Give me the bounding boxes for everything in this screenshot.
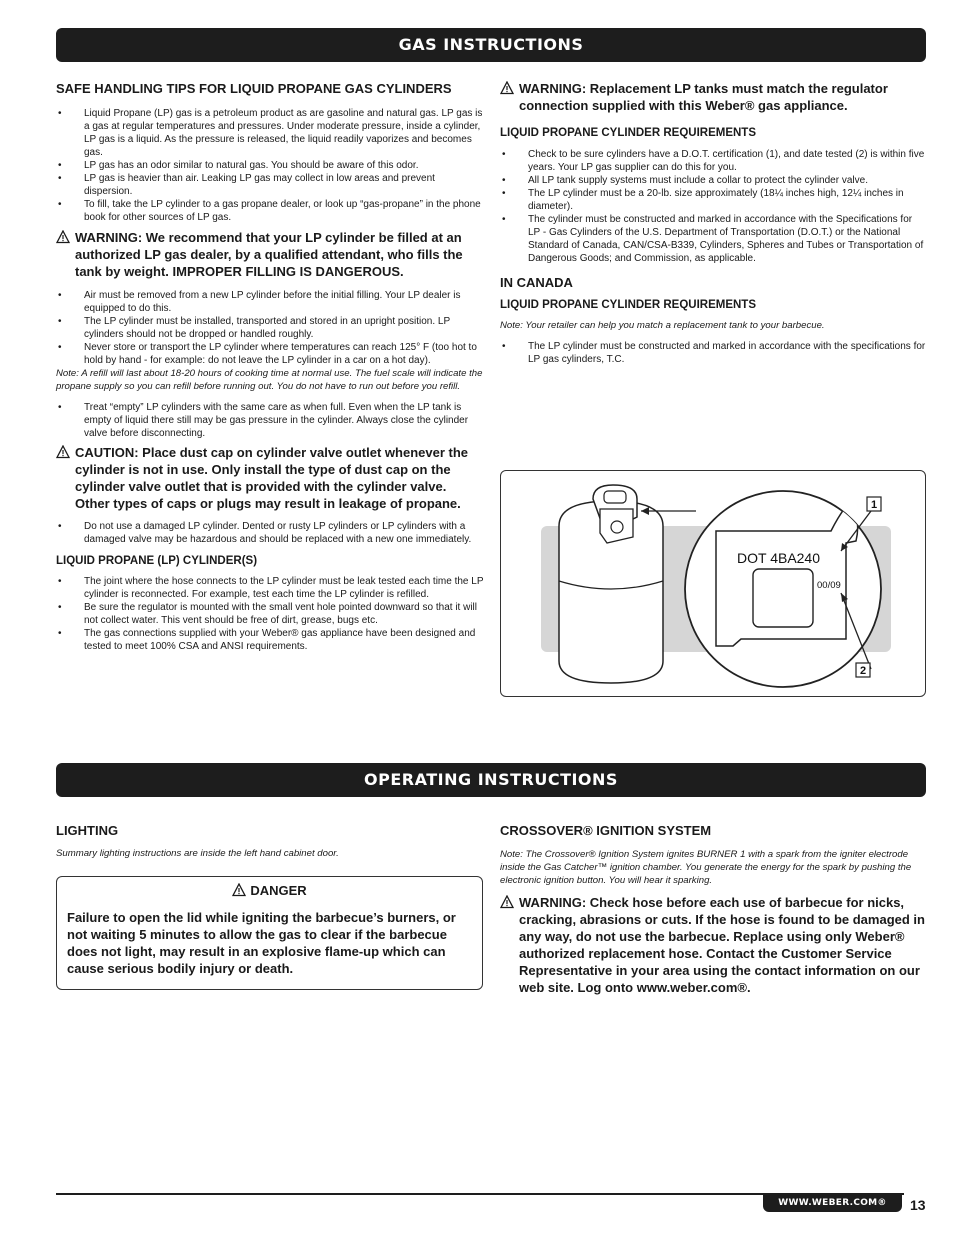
list-item: • Check to be sure cylinders have a D.O.T. certification (1), and date tested (2) is within five years. Your LP gas supplier can do this for you. — [500, 148, 926, 174]
crossover-heading: CROSSOVER® IGNITION SYSTEM — [500, 823, 712, 838]
list-item: • Air must be removed from a new LP cylinder before the initial filling. Your LP dealer is equipped to do this. — [56, 289, 484, 315]
lighting-heading: LIGHTING — [56, 823, 119, 838]
canada-requirements-heading: LIQUID PROPANE CYLINDER REQUIREMENTS — [500, 299, 756, 311]
list-item: • The cylinder must be constructed and marked in accordance with the Specifications for LP - Gas Cylinders of the U.S. Department of Transportation (D.O.T.) or the National Standard of Canada, CAN/CSA-B339, Cylinders, Spheres and Tubes or Transportation of Dangerous Goods; and Commission, as applicable. — [500, 213, 926, 265]
lighting-section — [56, 822, 484, 860]
operating-instructions-banner: OPERATING INSTRUCTIONS — [56, 763, 926, 797]
cylinder-requirements-heading: LIQUID PROPANE CYLINDER REQUIREMENTS — [500, 127, 756, 139]
date-label: 00/09 — [817, 580, 841, 591]
callout-2: 2 — [859, 665, 867, 677]
filling-list — [56, 289, 484, 367]
warning-icon — [56, 230, 70, 244]
cylinder-valve — [604, 491, 626, 503]
list-item: • LP gas has an odor similar to natural gas. You should be aware of this odor. — [56, 159, 484, 172]
list-item: • To fill, take the LP cylinder to a gas propane dealer, or look up “gas-propane” in the phone book for other sources of LP gas. — [56, 198, 484, 224]
cylinder-requirements-list — [500, 148, 926, 265]
gas-instructions-banner: GAS INSTRUCTIONS — [56, 28, 926, 62]
danger-icon — [232, 883, 246, 901]
warning-icon — [500, 81, 514, 95]
danger-box — [56, 876, 483, 990]
lighting-note: Summary lighting instructions are inside the left hand cabinet door. — [56, 848, 339, 859]
crossover-note: Note: The Crossover® Ignition System ignites BURNER 1 with a spark from the igniter electrode inside the Gas Catcher™ ignition chamber. You generate the energy for the spark by pushing the electronic ignition button. You will hear it sparking. — [500, 849, 912, 886]
warning-filling — [56, 229, 484, 280]
footer-url: WWW.WEBER.COM® — [763, 1194, 902, 1212]
safe-handling-list — [56, 107, 484, 224]
damaged-cylinder-list — [56, 520, 484, 546]
list-item: • All LP tank supply systems must include a collar to protect the cylinder valve. — [500, 174, 926, 187]
callout-1: 1 — [870, 499, 878, 511]
warning-hose — [500, 894, 926, 996]
danger-text: Failure to open the lid while igniting the barbecue’s burners, or not waiting 5 minutes to allow the gas to clear if the barbecue does not light, may result in an explosive flame-up which can cause serious bodily injury or death. — [67, 910, 456, 976]
caution-text: CAUTION: Place dust cap on cylinder valve outlet whenever the cylinder is not in use. Only install the type of dust cap on the cylinder valve outlet that is provided with the cylinder valve. Other types of caps or plugs may result in leakage of propane. — [75, 445, 468, 511]
list-item: • The gas connections supplied with your Weber® gas appliance have been designed and tested to meet 100% CSA and ANSI requirements. — [56, 627, 484, 653]
list-item: • Do not use a damaged LP cylinder. Dented or rusty LP cylinders or LP cylinders with a damaged valve may be hazardous and should be replaced with a new one immediately. — [56, 520, 484, 546]
refill-note: Note: A refill will last about 18-20 hours of cooking time at normal use. The fuel scale will indicate the propane supply so you can refill before running out. You do not have to run out before you refill. — [56, 368, 483, 392]
right-column — [500, 80, 926, 366]
safe-handling-heading: SAFE HANDLING TIPS FOR LIQUID PROPANE GAS CYLINDERS — [56, 81, 452, 96]
list-item: • Treat “empty” LP cylinders with the same care as when full. Even when the LP tank is empty of liquid there still may be gas pressure in the cylinder. Always close the cylinder valve before disconnecting. — [56, 401, 484, 440]
list-item: • Never store or transport the LP cylinder where temperatures can reach 125° F (too hot to hold by hand - for example: do not leave the LP cylinder in a car on a hot day). — [56, 341, 484, 367]
list-item: • Be sure the regulator is mounted with the small vent hole pointed downward so that it will not collect water. This vent should be free of dirt, grease, bugs etc. — [56, 601, 484, 627]
caution-icon — [56, 445, 70, 459]
danger-title-row — [67, 883, 472, 901]
warning-hose-text: WARNING: Check hose before each use of barbecue for nicks, cracking, abrasions or cuts. If the hose is found to be damaged in any way, do not use the barbecue. Replace using only Weber® authorized replacement hose. Contact the Customer Service Representative in your area using the contact information on our web site. Log onto www.weber.com®. — [519, 895, 925, 995]
list-item: • LP gas is heavier than air. Leaking LP gas may collect in low areas and prevent dispersion. — [56, 172, 484, 198]
list-item: • The LP cylinder must be a 20-lb. size approximately (18¼ inches high, 12¼ inches in diameter). — [500, 187, 926, 213]
cylinder-illustration — [501, 471, 926, 697]
in-canada-heading: IN CANADA — [500, 275, 573, 290]
empty-cylinder-list — [56, 401, 484, 440]
warning-icon — [500, 895, 514, 909]
crossover-section — [500, 822, 926, 996]
dot-label: DOT 4BA240 — [737, 550, 821, 566]
collar-plate — [600, 509, 633, 543]
list-item: • The LP cylinder must be installed, transported and stored in an upright position. LP cylinders should not be dropped or handled roughly. — [56, 315, 484, 341]
caution-dust-cap — [56, 444, 484, 512]
warning-replacement-tank — [500, 80, 926, 114]
date-plate — [753, 569, 813, 627]
canada-note: Note: Your retailer can help you match a replacement tank to your barbecue. — [500, 320, 825, 331]
warning-filling-text: WARNING: We recommend that your LP cylinder be filled at an authorized LP gas dealer, by a qualified attendant, who fills the tank by weight. IMPROPER FILLING IS DANGEROUS. — [75, 230, 463, 279]
danger-title: DANGER — [250, 883, 307, 898]
lp-cylinders-list — [56, 575, 484, 653]
cylinder-figure — [500, 470, 926, 697]
warning-replacement-text: WARNING: Replacement LP tanks must match the regulator connection supplied with this Weber® gas appliance. — [519, 81, 888, 113]
lp-cylinders-heading: LIQUID PROPANE (LP) CYLINDER(S) — [56, 555, 258, 567]
list-item: • The LP cylinder must be constructed and marked in accordance with the specifications for LP gas cylinders, T.C. — [500, 340, 926, 366]
list-item: • The joint where the hose connects to the LP cylinder must be leak tested each time the LP cylinder is reconnected. For example, test each time the LP cylinder is refilled. — [56, 575, 484, 601]
list-item: • Liquid Propane (LP) gas is a petroleum product as are gasoline and natural gas. LP gas is a gas at regular temperatures and pressures. Under moderate pressure, inside a cylinder, LP gas is a liquid. As the pressure is released, the liquid readily vaporizes and becomes gas. — [56, 107, 484, 159]
page-number: 13 — [910, 1197, 926, 1213]
canada-requirements-list — [500, 340, 926, 366]
left-column — [56, 80, 484, 653]
